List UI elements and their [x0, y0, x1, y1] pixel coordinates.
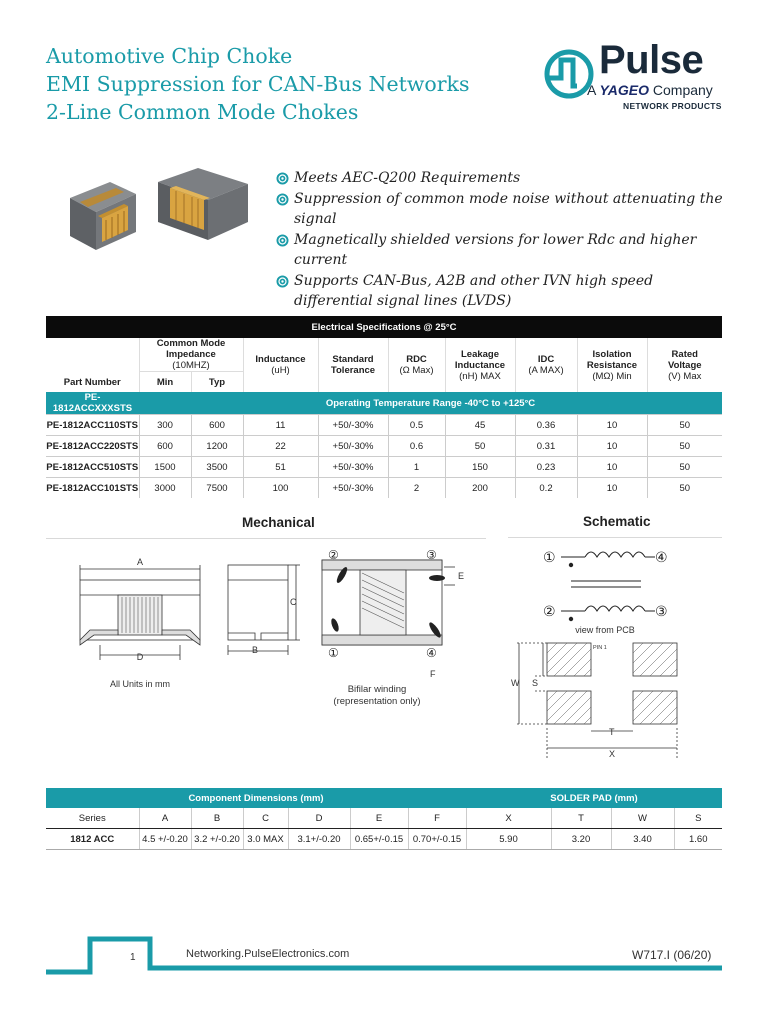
- operating-temp-note: Operating Temperature Range -40°C to +125°C: [139, 392, 722, 415]
- mech-pin-1: ①: [328, 646, 339, 660]
- label-d: D: [136, 652, 144, 662]
- col-rdc: RDC (Ω Max): [388, 338, 445, 392]
- table-row: PE-1812ACC510STS 1500 3500 51 +50/-30% 1 150 0.23 10 50: [46, 457, 722, 478]
- col-leakage: Leakage Inductance (nH) MAX: [445, 338, 515, 392]
- col-cm-impedance: Common Mode Impedance (10MHZ): [139, 338, 243, 372]
- schematic-drawing: [505, 543, 705, 768]
- feature-item: Supports CAN-Bus, A2B and other IVN high speed differential signal lines (LVDS): [274, 271, 734, 312]
- winding-note-1: Bifilar winding: [347, 684, 407, 695]
- mechanical-title: Mechanical: [242, 515, 315, 530]
- mechanical-drawing: [60, 545, 490, 715]
- solder-pad-header: SOLDER PAD (mm): [466, 788, 722, 808]
- label-a: A: [136, 557, 144, 567]
- col-isolation: Isolation Resistance (MΩ) Min: [577, 338, 647, 392]
- footer-bar: [0, 932, 768, 992]
- label-t: T: [609, 727, 615, 737]
- electrical-spec-table: [46, 316, 722, 498]
- schematic-title: Schematic: [583, 514, 651, 529]
- view-note: view from PCB: [575, 625, 635, 635]
- page-number: 1: [130, 952, 136, 963]
- bullet-icon: [276, 275, 289, 288]
- sch-pin-3: ③: [655, 604, 668, 620]
- pad-pin1-label: PIN 1: [593, 645, 607, 651]
- col-part-number: Part Number: [46, 338, 139, 392]
- product-photo: [58, 160, 258, 260]
- dimensions-table: [46, 788, 722, 850]
- label-e: E: [458, 571, 465, 581]
- sch-pin-2: ②: [543, 604, 556, 620]
- logo-tagline: NETWORK PRODUCTS: [623, 101, 722, 111]
- dims-header-row: Series A B C D E F X T W S: [46, 808, 722, 829]
- label-w: W: [511, 678, 520, 688]
- feature-item: Meets AEC-Q200 Requirements: [274, 168, 734, 189]
- table-row: PE-1812ACC220STS 600 1200 22 +50/-30% 0.6 50 0.31 10 50: [46, 436, 722, 457]
- footer-website[interactable]: Networking.PulseElectronics.com: [186, 948, 350, 960]
- sch-pin-4: ④: [655, 550, 668, 566]
- feature-item: Suppression of common mode noise without attenuating the signal: [274, 189, 734, 230]
- label-x: X: [609, 749, 616, 759]
- mech-pin-4: ④: [426, 646, 437, 660]
- component-dims-header: Component Dimensions (mm): [46, 788, 466, 808]
- logo-word: Pulse: [599, 38, 704, 82]
- feature-list: [274, 168, 734, 312]
- label-c: C: [290, 597, 297, 607]
- schematic-rule: [508, 537, 722, 538]
- units-note: All Units in mm: [109, 679, 171, 689]
- pulse-logo: [543, 38, 723, 114]
- col-rated-voltage: Rated Voltage (V) Max: [667, 348, 702, 382]
- spec-table-title: Electrical Specifications @ 25°C: [46, 316, 722, 338]
- title-line-2: EMI Suppression for CAN-Bus Networks: [46, 72, 470, 96]
- col-min: Min: [139, 372, 191, 393]
- title-line-1: Automotive Chip Choke: [46, 44, 293, 68]
- logo-subtitle: A YAGEO Company: [587, 82, 713, 98]
- mech-pin-3: ③: [426, 548, 437, 562]
- bullet-icon: [276, 193, 289, 206]
- series-part: PE-1812ACCXXXSTS: [46, 392, 139, 415]
- mechanical-rule: [46, 538, 486, 539]
- mech-pin-2: ②: [328, 548, 339, 562]
- sch-pin-1: ①: [543, 550, 556, 566]
- feature-item: Magnetically shielded versions for lower Rdc and higher current: [274, 230, 734, 271]
- col-idc: IDC (A MAX): [515, 338, 577, 392]
- document-revision: W717.I (06/20): [632, 948, 712, 962]
- table-row: 1812 ACC 4.5 +/-0.20 3.2 +/-0.20 3.0 MAX 3.1+/-0.20 0.65+/-0.15 0.70+/-0.15 5.90 3.20 3.40 1.60: [46, 829, 722, 850]
- col-typ: Typ: [191, 372, 243, 393]
- table-row: PE-1812ACC101STS 3000 7500 100 +50/-30% 2 200 0.2 10 50: [46, 478, 722, 499]
- label-s: S: [532, 678, 539, 688]
- label-b: B: [251, 645, 259, 655]
- col-inductance: Inductance (uH): [243, 338, 318, 392]
- winding-note-2: (representation only): [333, 696, 421, 707]
- label-f: F: [430, 669, 436, 679]
- bullet-icon: [276, 234, 289, 247]
- document-title: [46, 42, 470, 126]
- title-line-3: 2-Line Common Mode Chokes: [46, 100, 359, 124]
- table-row: PE-1812ACC110STS 300 600 11 +50/-30% 0.5 45 0.36 10 50: [46, 415, 722, 436]
- col-tolerance: Standard Tolerance: [318, 338, 388, 392]
- bullet-icon: [276, 172, 289, 185]
